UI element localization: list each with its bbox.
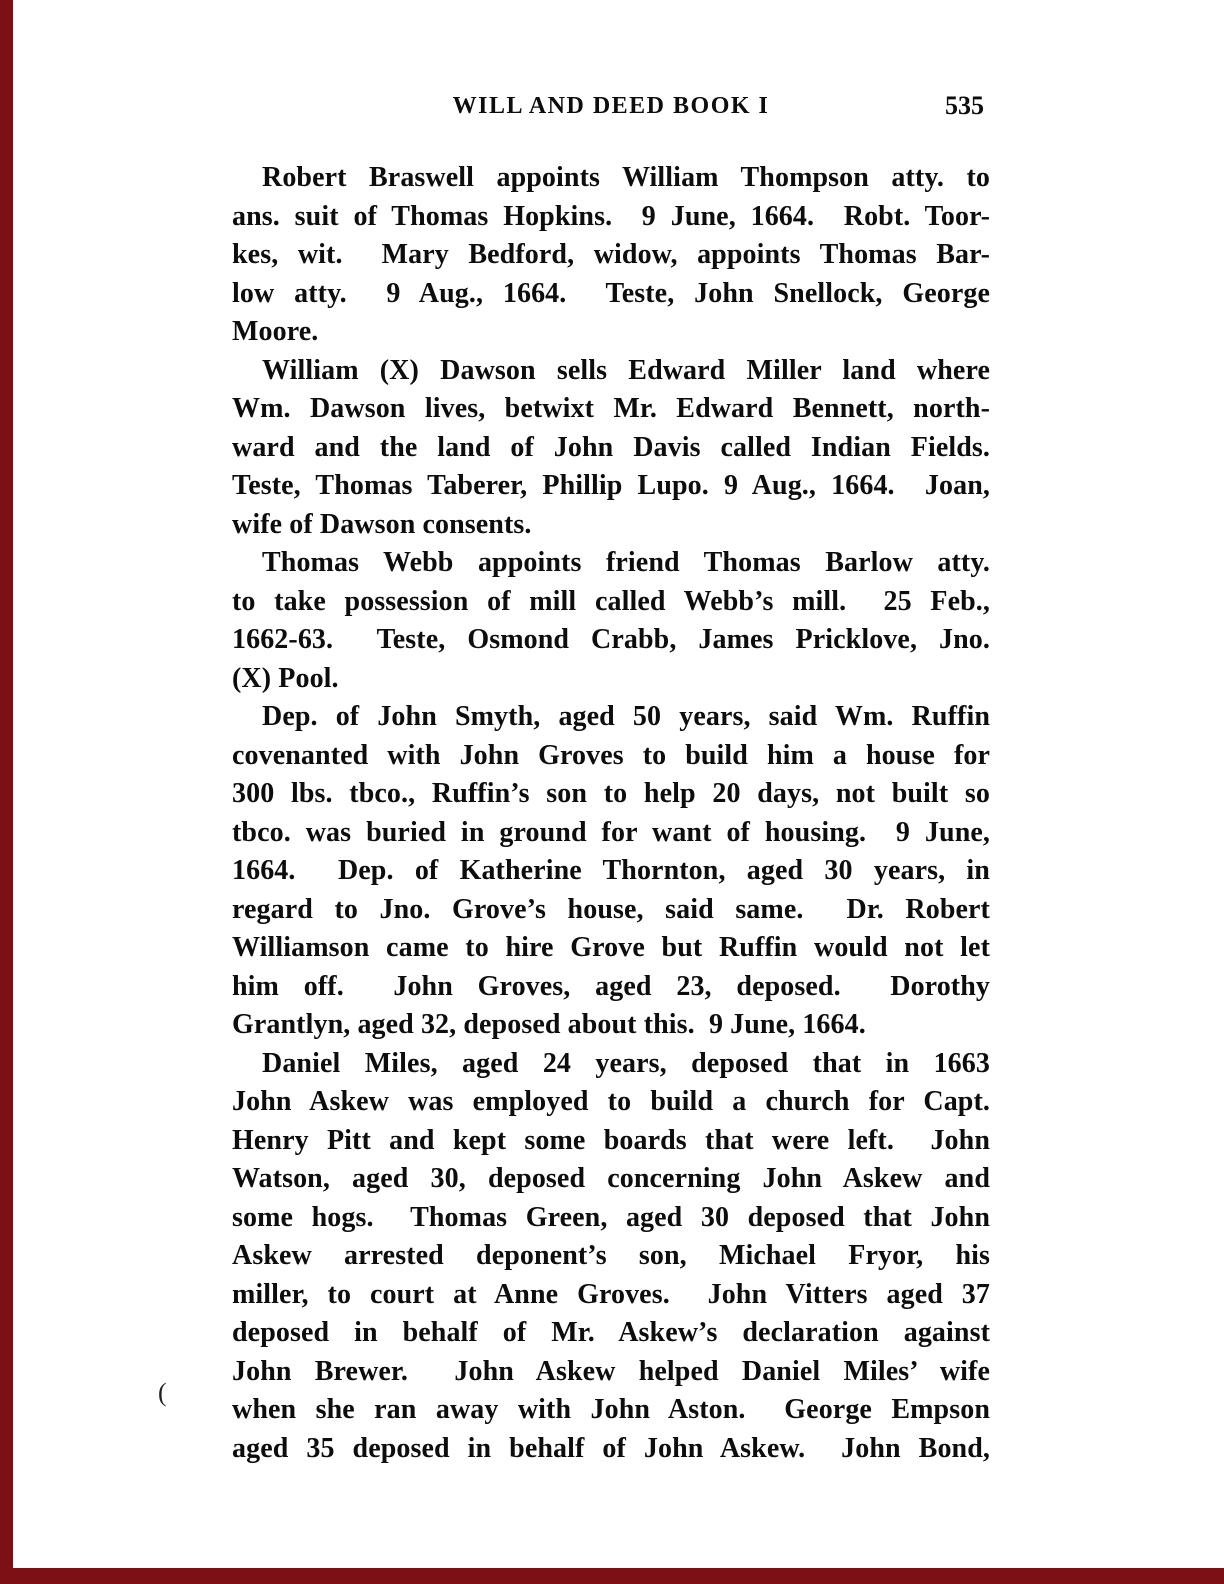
text-line: ans. suit of Thomas Hopkins. 9 June, 1664. Robt. Toor- [232, 200, 990, 232]
book-title: WILL AND DEED BOOK I [452, 93, 770, 119]
text-line: ward and the land of John Davis called Indian Fields. [232, 431, 990, 463]
page-number: 535 [945, 91, 984, 120]
text-line: Daniel Miles, aged 24 years, deposed that in 1663 [262, 1047, 990, 1079]
text-line: to take possession of mill called Webb’s mill. 25 Feb., [232, 585, 990, 617]
scan-edge-left [0, 0, 13, 1584]
text-line: Teste, Thomas Taberer, Phillip Lupo. 9 Aug., 1664. Joan, [232, 470, 990, 501]
text-line: John Askew was employed to build a church for Capt. [232, 1086, 990, 1117]
paragraph [232, 698, 990, 1045]
page-content [232, 93, 990, 1468]
text-line: aged 35 deposed in behalf of John Askew. John Bond, [232, 1432, 990, 1464]
text-line: regard to Jno. Grove’s house, said same. Dr. Robert [232, 893, 990, 925]
text-line: some hogs. Thomas Green, aged 30 deposed that John [232, 1201, 990, 1233]
text-line: 1662-63. Teste, Osmond Crabb, James Pricklove, Jno. [232, 624, 990, 655]
scan-edge-bottom [0, 1568, 1224, 1584]
paragraph [232, 352, 990, 545]
text-line: Dep. of John Smyth, aged 50 years, said Wm. Ruffin [262, 701, 990, 732]
paragraph [232, 544, 990, 698]
text-line: kes, wit. Mary Bedford, widow, appoints Thomas Bar- [232, 239, 990, 270]
text-line: Robert Braswell appoints William Thompson atty. to [262, 162, 990, 193]
text-line: Watson, aged 30, deposed concerning John Askew and [232, 1163, 990, 1194]
text-line: him off. John Groves, aged 23, deposed. Dorothy [232, 970, 990, 1002]
text-line: 300 lbs. tbco., Ruffin’s son to help 20 days, not built so [232, 778, 990, 809]
paragraph [232, 159, 990, 352]
text-line: Grantlyn, aged 32, deposed about this. 9 June, 1664. [232, 1009, 866, 1040]
text-line: wife of Dawson consents. [232, 508, 532, 540]
text-line: covenanted with John Groves to build him a house for [232, 739, 990, 771]
text-line: Askew arrested deponent’s son, Michael Fryor, his [232, 1240, 990, 1271]
text-line: Moore. [232, 316, 319, 347]
margin-artifact: ( [158, 1378, 167, 1407]
text-line: John Brewer. John Askew helped Daniel Miles’ wife [232, 1355, 990, 1387]
page-header [232, 93, 990, 129]
text-line: tbco. was buried in ground for want of housing. 9 June, [232, 816, 990, 848]
text-line: Williamson came to hire Grove but Ruffin would not let [232, 932, 990, 963]
text-line: Thomas Webb appoints friend Thomas Barlow atty. [262, 547, 990, 578]
text-line: Wm. Dawson lives, betwixt Mr. Edward Bennett, north- [232, 393, 990, 424]
text-line: William (X) Dawson sells Edward Miller land where [262, 354, 990, 386]
text-line: Henry Pitt and kept some boards that were left. John [232, 1124, 990, 1156]
text-line: (X) Pool. [232, 662, 339, 694]
paragraph [232, 1045, 990, 1469]
text-line: miller, to court at Anne Groves. John Vitters aged 37 [232, 1278, 990, 1310]
text-line: deposed in behalf of Mr. Askew’s declaration against [232, 1317, 990, 1348]
text-line: when she ran away with John Aston. George Empson [232, 1394, 990, 1425]
page-body [232, 159, 990, 1468]
text-line: low atty. 9 Aug., 1664. Teste, John Snellock, George [232, 277, 990, 309]
text-line: 1664. Dep. of Katherine Thornton, aged 30 years, in [232, 855, 990, 886]
